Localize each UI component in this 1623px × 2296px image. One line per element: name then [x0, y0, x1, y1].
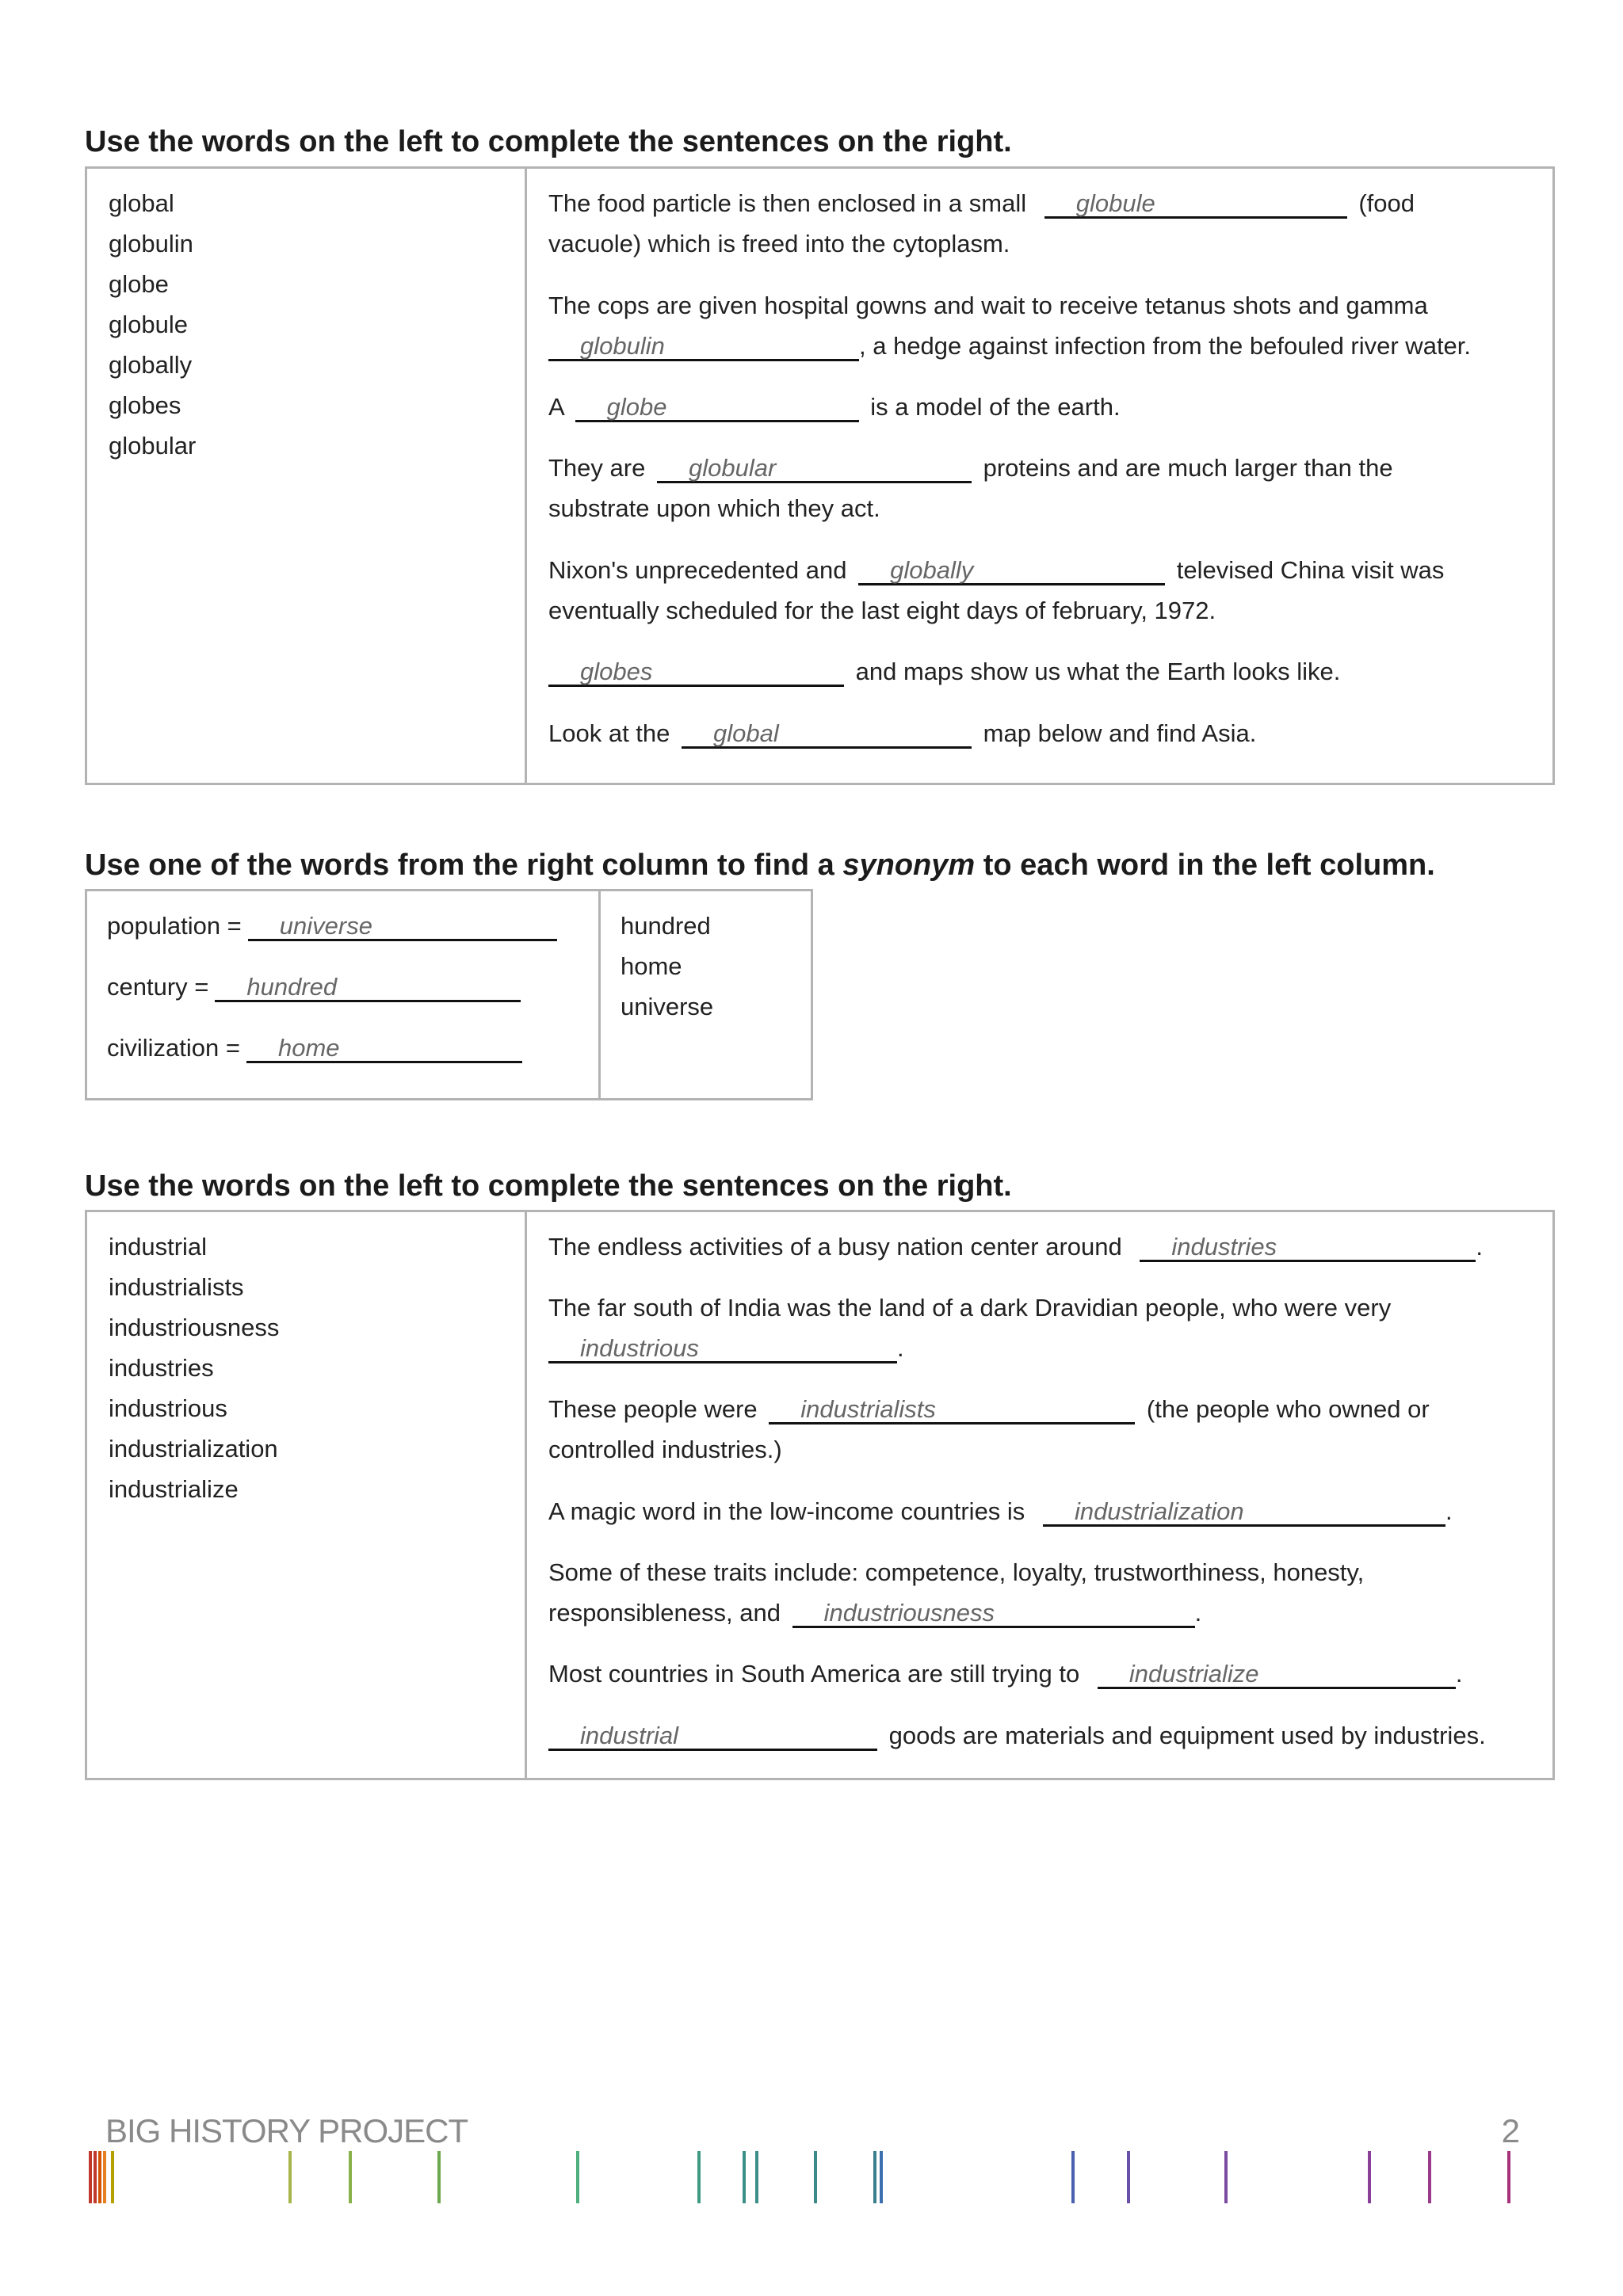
- answer-blank[interactable]: global: [682, 717, 972, 749]
- sentence: [548, 1491, 1531, 1531]
- synonym-row: [107, 906, 562, 946]
- footer-color-bar: [1071, 2151, 1075, 2203]
- sentence: [548, 713, 1531, 753]
- footer-color-bar: [1428, 2151, 1431, 2203]
- sentence-text: The food particle is then enclosed in a small: [548, 189, 1027, 217]
- sentence: [548, 1287, 1531, 1368]
- sentence-text: proteins and are much larger than the: [983, 454, 1393, 482]
- footer-color-bar: [1127, 2151, 1130, 2203]
- sentence-text: The far south of India was the land of a dark Dravidian people, who were very: [548, 1294, 1392, 1322]
- footer-title: BIG HISTORY PROJECT: [105, 2112, 468, 2149]
- option-item: hundred: [621, 912, 711, 940]
- word-list-item: global: [109, 189, 174, 217]
- footer-color-bar: [103, 2151, 106, 2203]
- word-list-item: globulin: [109, 230, 193, 257]
- footer-color-bars: [0, 2151, 1623, 2206]
- footer-color-bar: [111, 2151, 114, 2203]
- footer-color-bar: [814, 2151, 817, 2203]
- word-list-item: industrialize: [109, 1475, 239, 1503]
- heading-text: to each word in the left column.: [983, 849, 1435, 882]
- answer-blank[interactable]: globular: [657, 452, 972, 483]
- section1-heading: Use the words on the left to complete the sentences on the right.: [85, 125, 1012, 158]
- footer-color-bar: [1507, 2151, 1510, 2203]
- sentence-text: .: [1445, 1497, 1453, 1525]
- page-number: 2: [1501, 2112, 1520, 2149]
- sentence-text: televised China visit was: [1176, 556, 1445, 584]
- answer-blank[interactable]: home: [246, 1032, 522, 1063]
- section3-table: [85, 1210, 1555, 1780]
- answer-blank[interactable]: industrialize: [1098, 1657, 1456, 1689]
- option-item: home: [621, 952, 682, 980]
- heading-text: Use one of the words from the right column to find a: [85, 849, 834, 882]
- answer-blank[interactable]: industrialists: [769, 1393, 1135, 1425]
- sentence-text: The endless activities of a busy nation center around: [548, 1233, 1122, 1261]
- footer-color-bar: [1224, 2151, 1228, 2203]
- sentence-text: (food: [1358, 189, 1415, 217]
- word-list-item: globular: [109, 432, 197, 460]
- word-list-item: industrial: [109, 1233, 208, 1261]
- synonym-options: [621, 906, 713, 1027]
- word-list-item: globe: [109, 270, 169, 298]
- column-divider: [525, 1212, 527, 1778]
- sentence: [548, 1226, 1531, 1267]
- sentence-text: .: [1194, 1599, 1202, 1627]
- option-item: universe: [621, 993, 714, 1020]
- synonym-word: population =: [107, 912, 242, 940]
- sentence: [548, 1653, 1531, 1694]
- footer-color-bar: [880, 2151, 883, 2203]
- sentence-text: Some of these traits include: competence, loyalty, trustworthiness, honesty,: [548, 1558, 1365, 1586]
- footer-color-bar: [349, 2151, 352, 2203]
- sentence-text: controlled industries.): [548, 1436, 782, 1463]
- footer-color-bar: [873, 2151, 876, 2203]
- footer-color-bar: [755, 2151, 758, 2203]
- word-list-item: globally: [109, 351, 193, 379]
- footer-color-bar: [576, 2151, 579, 2203]
- sentence-text: Most countries in South America are still trying to: [548, 1660, 1080, 1688]
- footer-color-bar: [437, 2151, 441, 2203]
- section1-table: [85, 166, 1555, 785]
- section2-table: [85, 889, 813, 1100]
- sentence: [548, 651, 1531, 692]
- sentence-text: Look at the: [548, 719, 670, 747]
- sentence: [548, 183, 1531, 264]
- answer-blank[interactable]: industriousness: [792, 1596, 1195, 1628]
- answer-blank[interactable]: globulin: [548, 330, 859, 361]
- column-divider: [525, 169, 527, 783]
- sentence-text: They are: [548, 454, 646, 482]
- sentence-text: is a model of the earth.: [870, 393, 1121, 421]
- footer-color-bar: [98, 2151, 101, 2203]
- word-list-item: industrialists: [109, 1273, 244, 1301]
- heading-emphasis: synonym: [842, 849, 976, 882]
- word-list-item: industriousness: [109, 1314, 280, 1341]
- sentence-text: eventually scheduled for the last eight days of february, 1972.: [548, 597, 1216, 624]
- answer-blank[interactable]: globes: [548, 655, 844, 687]
- synonym-word: civilization =: [107, 1034, 240, 1062]
- sentence: [548, 285, 1531, 366]
- sentence: [548, 448, 1531, 528]
- sentence-text: responsibleness, and: [548, 1599, 781, 1627]
- sentence-text: and maps show us what the Earth looks like.: [855, 658, 1341, 685]
- sentence: [548, 1552, 1531, 1633]
- answer-blank[interactable]: globule: [1044, 187, 1347, 219]
- footer-color-bar: [288, 2151, 292, 2203]
- footer-color-bar: [743, 2151, 746, 2203]
- answer-blank[interactable]: industrialization: [1043, 1495, 1445, 1527]
- word-list-item: industries: [109, 1354, 214, 1382]
- section1-word-list: [109, 183, 196, 466]
- answer-blank[interactable]: hundred: [215, 971, 521, 1002]
- sentence-text: substrate upon which they act.: [548, 494, 880, 522]
- word-list-item: globule: [109, 311, 188, 338]
- sentence: [548, 1389, 1531, 1470]
- word-list-item: industrialization: [109, 1435, 278, 1463]
- word-list-item: globes: [109, 391, 181, 419]
- word-list-item: industrious: [109, 1394, 227, 1422]
- sentence-text: (the people who owned or: [1146, 1395, 1430, 1423]
- sentence: [548, 387, 1531, 427]
- footer-color-bar: [89, 2151, 92, 2203]
- sentence-text: These people were: [548, 1395, 758, 1423]
- sentence-text: map below and find Asia.: [983, 719, 1257, 747]
- footer-color-bar: [697, 2151, 701, 2203]
- sentence-text: A magic word in the low-income countries is: [548, 1497, 1025, 1525]
- synonym-word: century =: [107, 973, 209, 1001]
- answer-blank[interactable]: globe: [575, 391, 859, 422]
- footer-color-bar: [94, 2151, 97, 2203]
- section2-heading: [85, 849, 1435, 883]
- sentence-text: , a hedge against infection from the befouled river water.: [859, 332, 1472, 360]
- section3-heading: Use the words on the left to complete the sentences on the right.: [85, 1169, 1012, 1203]
- synonym-row: [107, 967, 525, 1007]
- synonym-row: [107, 1028, 527, 1068]
- sentence: [548, 550, 1531, 631]
- sentence-text: The cops are given hospital gowns and wait to receive tetanus shots and gamma: [548, 292, 1428, 319]
- sentence-text: goods are materials and equipment used by industries.: [888, 1722, 1486, 1749]
- sentence: [548, 1715, 1531, 1756]
- sentence-text: .: [1476, 1233, 1484, 1261]
- answer-blank[interactable]: universe: [248, 910, 557, 941]
- answer-blank[interactable]: industries: [1140, 1230, 1476, 1262]
- answer-blank[interactable]: globally: [858, 554, 1165, 585]
- footer-color-bar: [1368, 2151, 1371, 2203]
- sentence-text: .: [1455, 1660, 1463, 1688]
- answer-blank[interactable]: industrial: [548, 1719, 877, 1751]
- answer-blank[interactable]: industrious: [548, 1332, 897, 1363]
- sentence-text: A: [548, 393, 563, 421]
- column-divider: [598, 891, 601, 1098]
- section3-word-list: [109, 1226, 279, 1509]
- sentence-text: vacuole) which is freed into the cytoplasm.: [548, 230, 1010, 257]
- sentence-text: Nixon's unprecedented and: [548, 556, 847, 584]
- sentence-text: .: [897, 1334, 904, 1362]
